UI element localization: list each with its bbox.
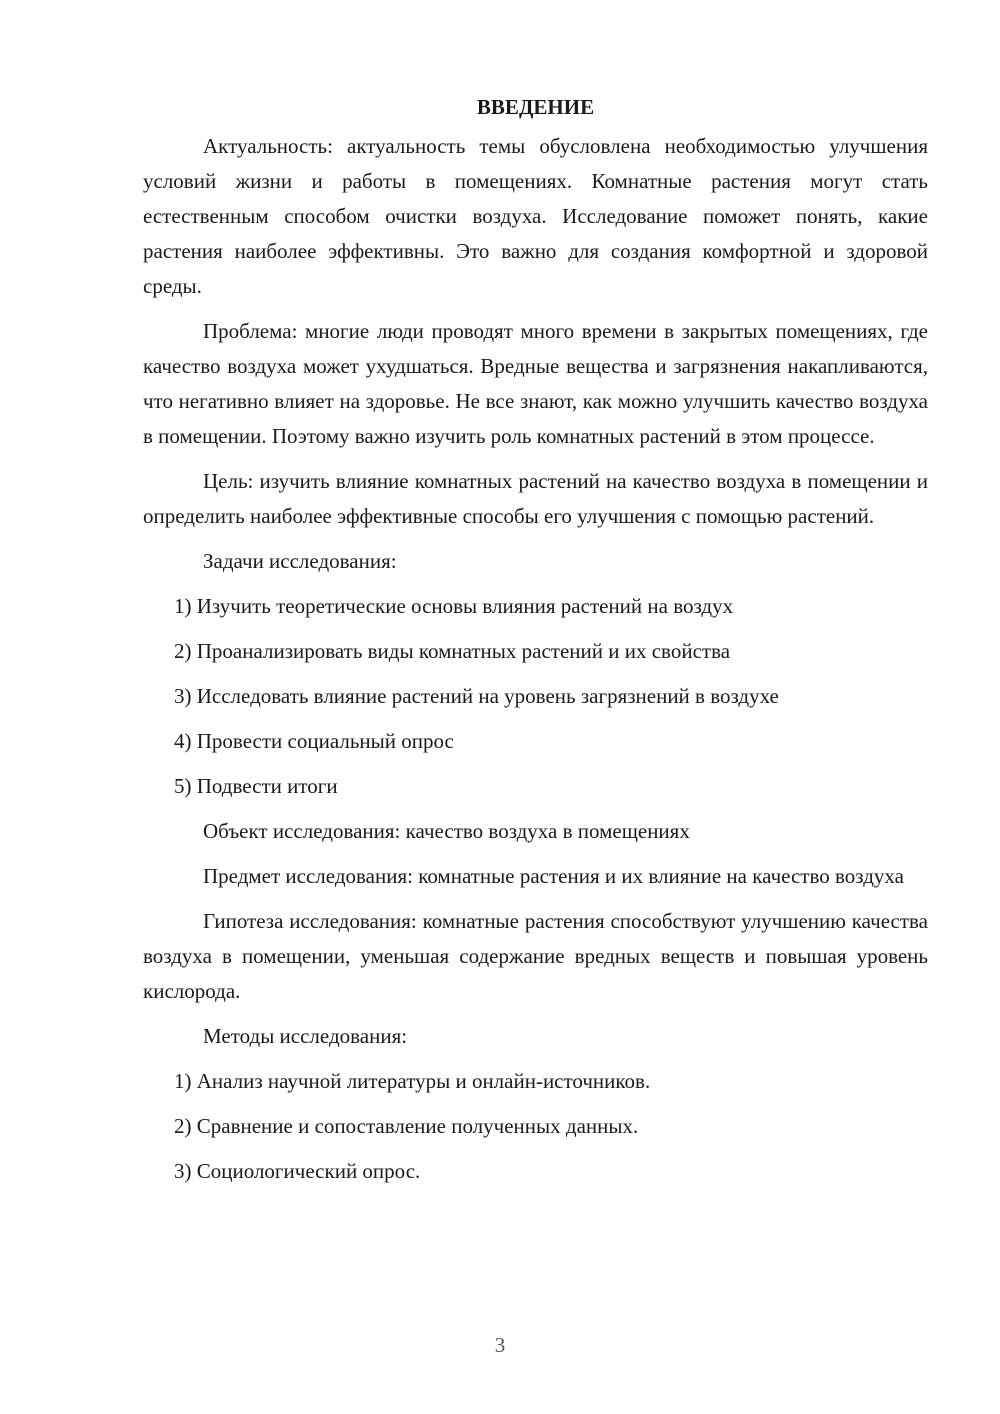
subject-paragraph: Предмет исследования: комнатные растения и их влияние на качество воздуха	[203, 864, 904, 888]
method-item: 1) Анализ научной литературы и онлайн-источников.	[174, 1069, 651, 1093]
relevance-paragraph: Актуальность: актуальность темы обусловлена необходимостью улучшения условий жизни и работы в помещениях. Комнатные растения могут стать естественным способом очистки воздуха. Исследование поможет понять, какие растения наиболее эффективны. Это важно для создания комфортной и здоровой среды.	[143, 134, 928, 298]
task-item: 1) Изучить теоретические основы влияния растений на воздух	[174, 594, 734, 618]
tasks-title: Задачи исследования:	[203, 549, 397, 573]
task-item: 2) Проанализировать виды комнатных растений и их свойства	[174, 639, 731, 663]
hypothesis-paragraph: Гипотеза исследования: комнатные растения способствуют улучшению качества воздуха в помещении, уменьшая содержание вредных веществ и повышая уровень кислорода.	[143, 909, 928, 1003]
document-page	[143, 90, 928, 1199]
goal-paragraph: Цель: изучить влияние комнатных растений на качество воздуха в помещении и определить наиболее эффективные способы его улучшения с помощью растений.	[143, 469, 928, 528]
method-item: 3) Социологический опрос.	[174, 1159, 421, 1183]
page-number: 3	[494, 1333, 506, 1357]
task-item: 5) Подвести итоги	[174, 774, 338, 798]
methods-title: Методы исследования:	[203, 1024, 408, 1048]
object-paragraph: Объект исследования: качество воздуха в помещениях	[203, 819, 690, 843]
section-heading: ВВЕДЕНИЕ	[476, 95, 595, 119]
task-item: 4) Провести социальный опрос	[174, 729, 454, 753]
method-item: 2) Сравнение и сопоставление полученных данных.	[174, 1114, 639, 1138]
problem-paragraph: Проблема: многие люди проводят много времени в закрытых помещениях, где качество воздуха может ухудшаться. Вредные вещества и загрязнения накапливаются, что негативно влияет на здоровье. Не все знают, как можно улучшить качество воздуха в помещении. Поэтому важно изучить роль комнатных растений в этом процессе.	[143, 319, 928, 448]
task-item: 3) Исследовать влияние растений на уровень загрязнений в воздухе	[174, 684, 779, 708]
